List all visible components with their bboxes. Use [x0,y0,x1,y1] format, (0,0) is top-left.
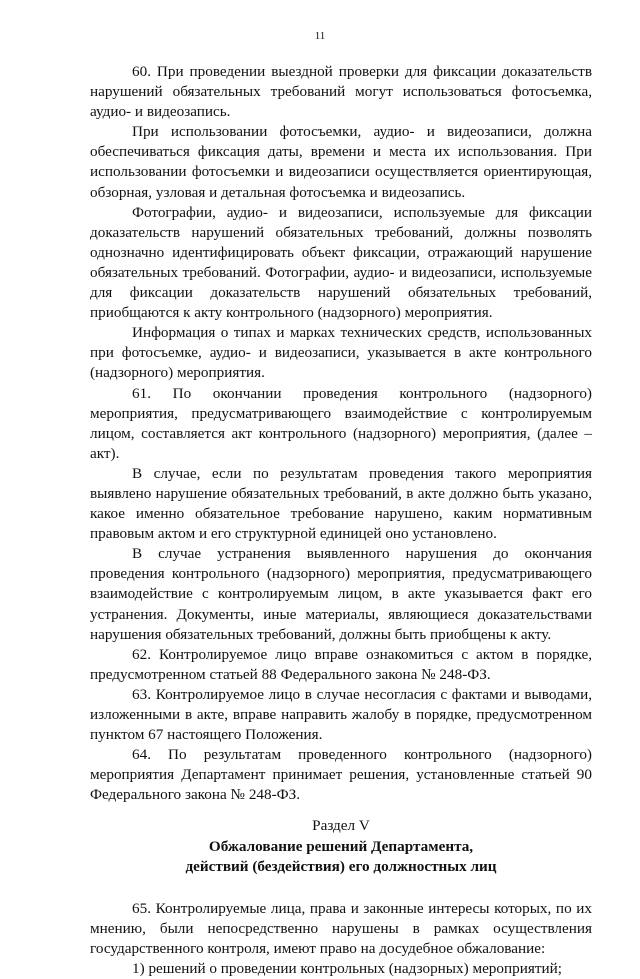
section-label: Раздел V [312,817,370,835]
paragraph-63: 63. Контролируемое лицо в случае несогласия с фактами и выводами, изложенными в акте, вправе направить жалобу в порядке, предусмотренном пунктом 67 настоящего Положения. [90,685,592,744]
paragraph-violation-found: В случае, если по результатам проведения такого мероприятия выявлено нарушение обязательных требований, в акте должно быть указано, какое именно обязательное требование нарушено, каким нормативным правовым актом и его структурной единицей оно установлено. [90,464,592,543]
paragraph-60: 60. При проведении выездной проверки для фиксации доказательств нарушений обязательных требований могут использоваться фотосъемка, аудио- и видеозапись. [90,63,592,121]
document-body [90,62,592,979]
paragraph-62: 62. Контролируемое лицо вправе ознакомиться с актом в порядке, предусмотренном статьей 88 Федерального закона № 248-ФЗ. [90,645,592,683]
section-title-line2: действий (бездействия) его должностных лиц [185,858,497,876]
paragraph-65: 65. Контролируемые лица, права и законные интересы которых, по их мнению, были непосредственно нарушены в рамках осуществления государственного контроля, имеют право на досудебное обжалование: [90,899,592,958]
paragraph-technical-means: Информация о типах и марках технических средств, использованных при фотосъемке, аудио- и видеозаписи, указывается в акте контрольного (надзорного) мероприятия. [90,324,592,382]
paragraph-64: 64. По результатам проведенного контрольного (надзорного) мероприятия Департамент принимает решения, установленные статьей 90 Федерального закона № 248-ФЗ. [90,746,592,804]
paragraph-photo-evidence: Фотографии, аудио- и видеозаписи, используемые для фиксации доказательств нарушений обязательных требований, должны позволять однозначно идентифицировать объект фиксации, отражающий нарушение обязательных требований. Фотографии, аудио- и видеозаписи, используемые для фиксации доказательств нарушений обязательных требований, приобщаются к акту контрольного (надзорного) мероприятия. [90,203,592,322]
section-title-line1: Обжалование решений Департамента, [208,837,474,855]
paragraph-photo-usage: При использовании фотосъемки, аудио- и видеозаписи, должна обеспечиваться фиксация даты, времени и места их использования. При использовании фотосъемки и видеозаписи осуществляется ориентирующая, обзорная, узловая и детальная фотосъемка и видеозапись. [90,123,592,201]
paragraph-violation-fixed: В случае устранения выявленного нарушения до окончания проведения контрольного (надзорного) мероприятия, предусматривающего взаимодействие с контролируемым лицом, в акте указывается факт его устранения. Документы, иные материалы, являющиеся доказательствами нарушения обязательных требований, должны быть приобщены к акту. [90,545,592,643]
page-number: 11 [314,30,326,42]
list-item-1: 1) решений о проведении контрольных (надзорных) мероприятий; [132,960,562,978]
paragraph-61: 61. По окончании проведения контрольного (надзорного) мероприятия, предусматривающего взаимодействие с контролируемым лицом, составляется акт контрольного (надзорного) мероприятия, (далее – акт). [90,384,592,462]
